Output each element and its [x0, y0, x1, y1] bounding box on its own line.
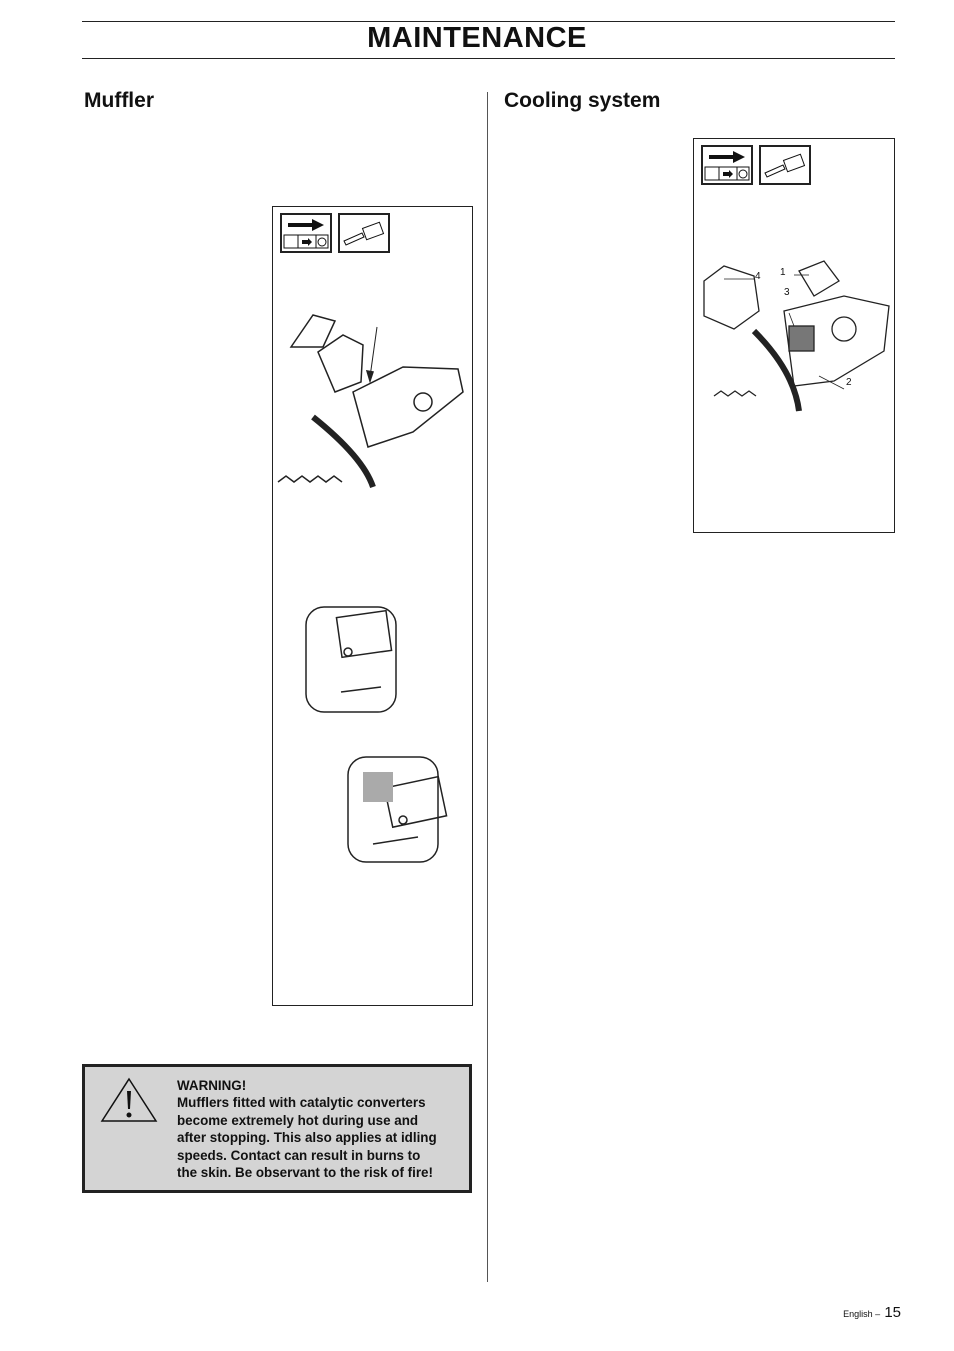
title-rule: [82, 58, 895, 59]
cooling-heading: Cooling system: [504, 89, 661, 112]
footer-language: English –: [843, 1309, 881, 1319]
stop-engine-icon: [280, 213, 332, 253]
brush-icon: [338, 213, 390, 253]
page-number: 15: [884, 1304, 901, 1321]
catalytic-muffler-illustration: [343, 752, 453, 867]
brush-icon: [759, 145, 811, 185]
callout-1: 1: [780, 267, 786, 278]
callout-2: 2: [846, 377, 852, 388]
hedge-trimmer-cooling-illustration: [694, 251, 894, 421]
callout-4: 4: [755, 271, 761, 282]
stop-engine-icon: [701, 145, 753, 185]
warning-text: [177, 1077, 437, 1181]
warning-box: [82, 1064, 472, 1193]
cooling-figure: [693, 138, 895, 533]
muffler-illustration: [301, 602, 401, 717]
callout-3: 3: [784, 287, 790, 298]
page-footer: [843, 1304, 901, 1321]
column-divider: [487, 92, 488, 1282]
warning-body: Mufflers fitted with catalytic converters become extremely hot during use and after stopping. This also applies at idling speeds. Contact can result in burns to the skin. Be observant to the risk of fire!: [177, 1095, 437, 1181]
warning-title: WARNING!: [177, 1078, 247, 1093]
muffler-heading: Muffler: [84, 89, 154, 112]
hedge-trimmer-muffler-illustration: [273, 297, 472, 517]
muffler-figure: [272, 206, 473, 1006]
warning-triangle-icon: [100, 1077, 158, 1123]
page-title: MAINTENANCE: [367, 22, 587, 54]
